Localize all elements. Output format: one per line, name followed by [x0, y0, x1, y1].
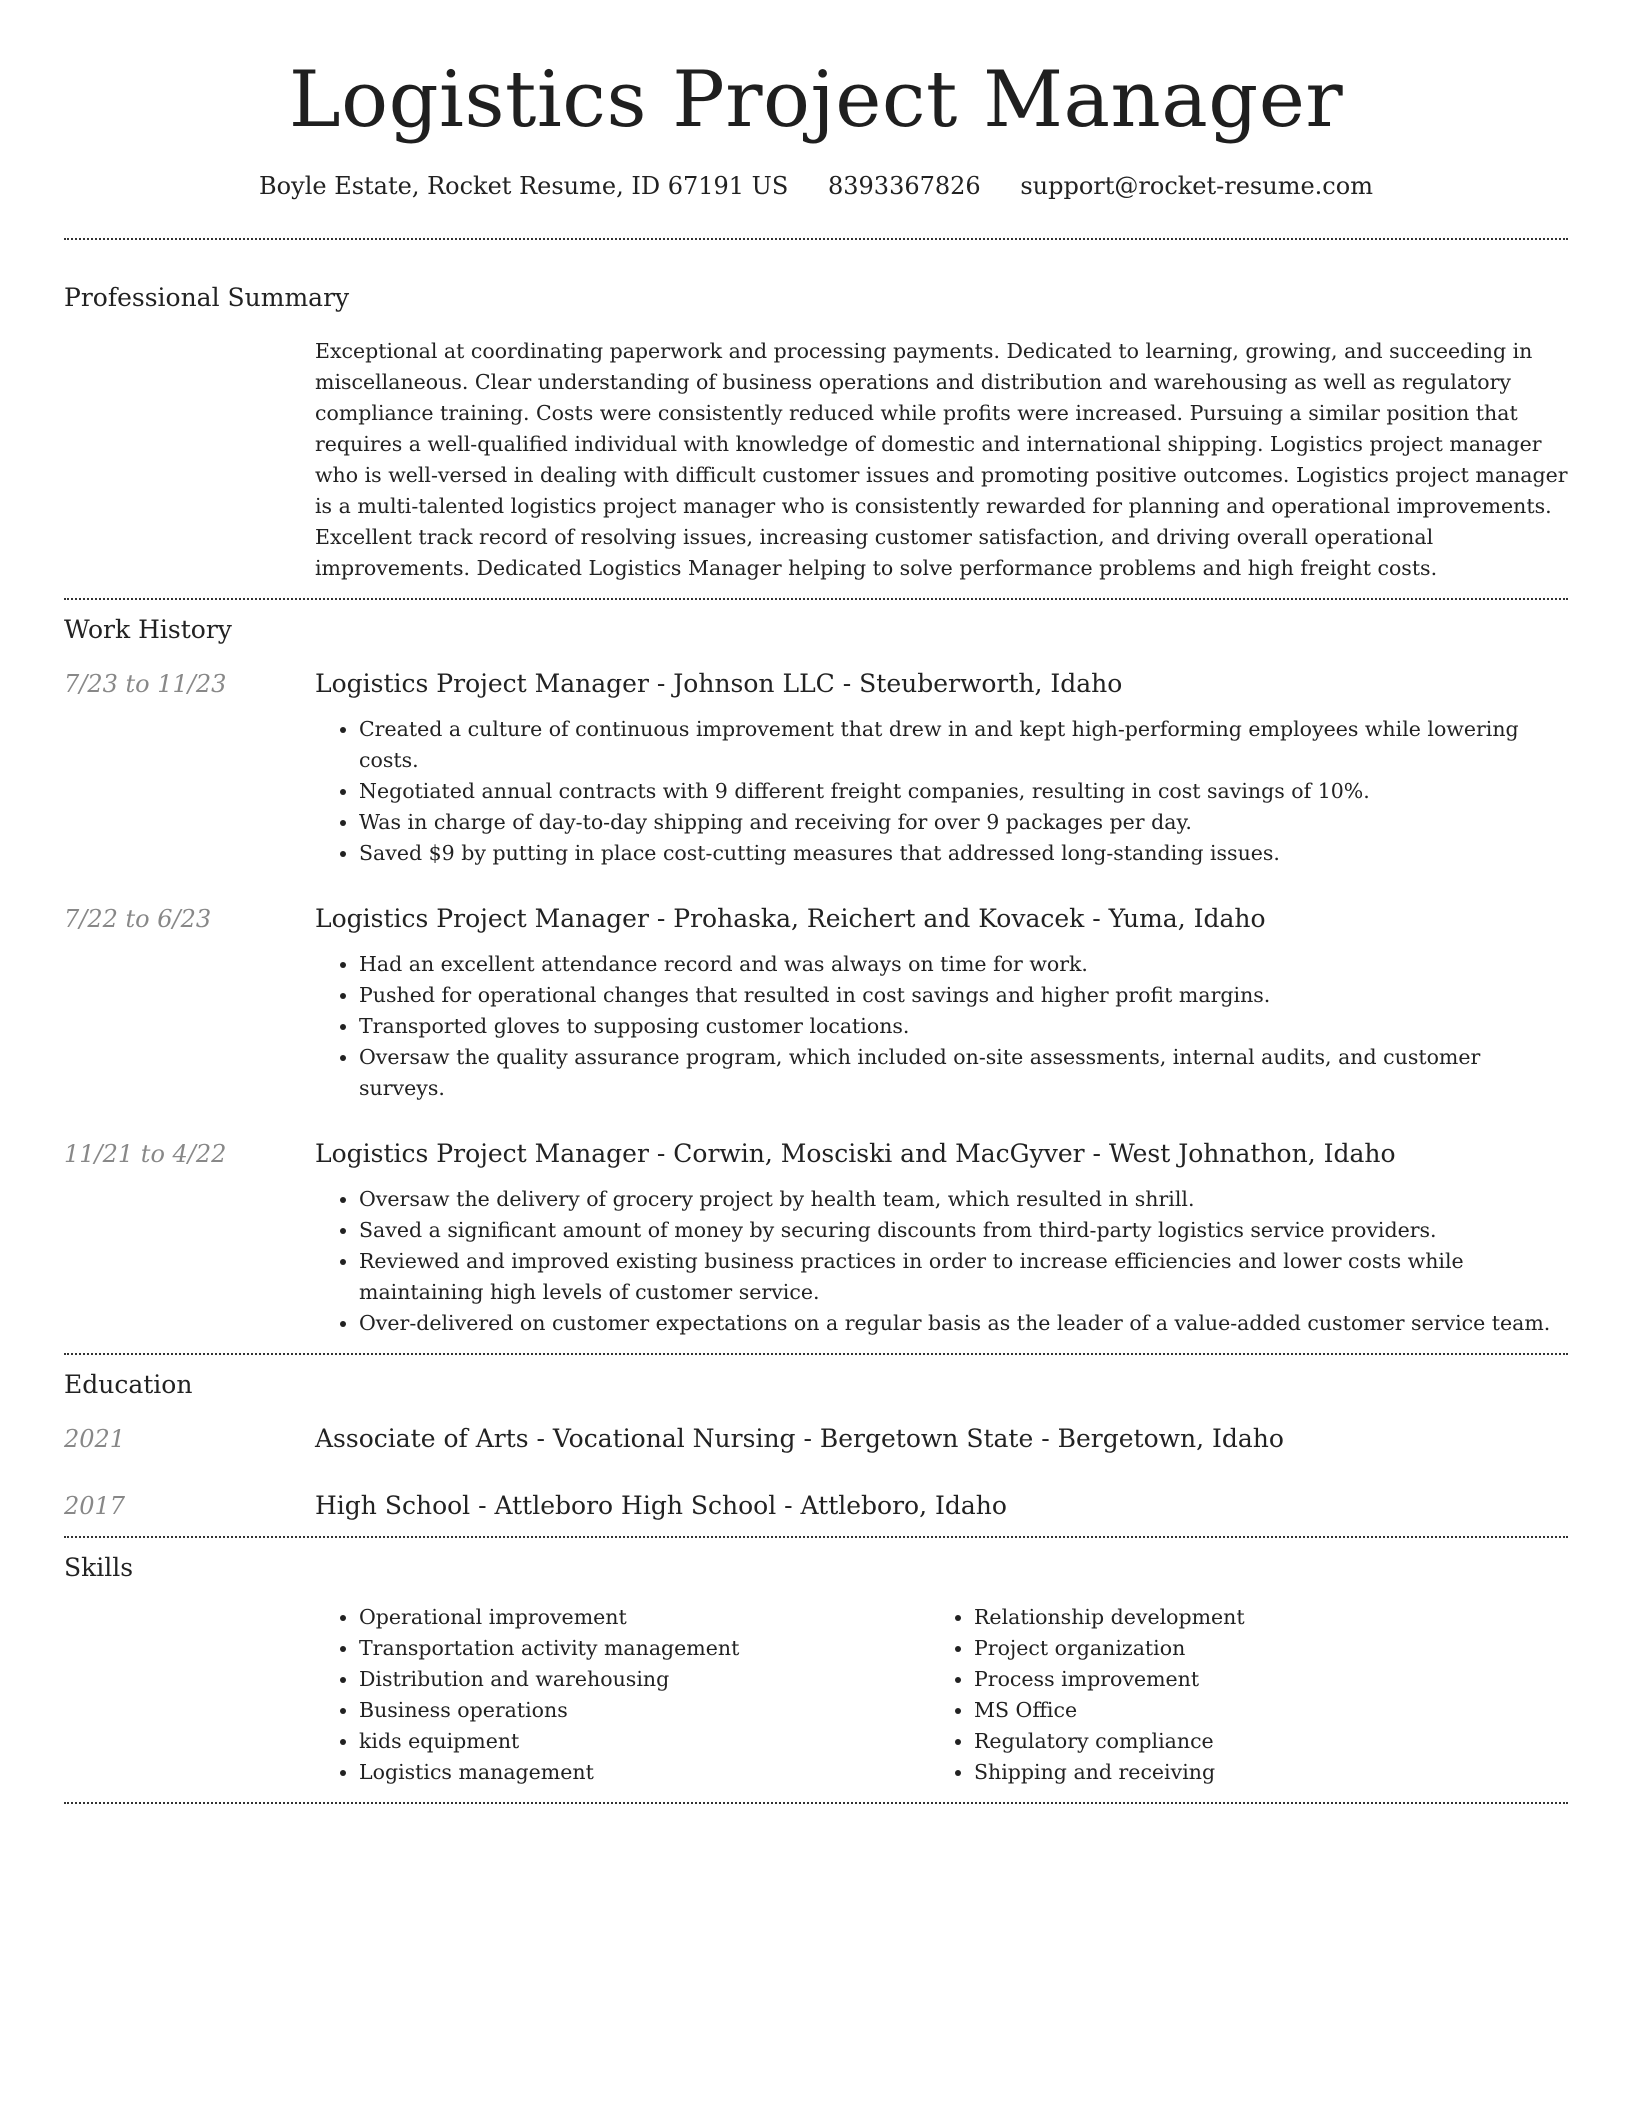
- candidate-name: Logistics Project Manager: [288, 55, 1344, 145]
- skill-item: • Shipping and receiving: [974, 1757, 1545, 1788]
- education-title: Associate of Arts - Vocational Nursing - Bergetown State - Bergetown, Idaho: [315, 1424, 1284, 1453]
- skill-item: • Business operations: [359, 1695, 930, 1726]
- skill-item: • Operational improvement: [359, 1602, 930, 1633]
- education-date: 2021: [64, 1425, 126, 1453]
- job-entry: [64, 903, 1568, 1104]
- job-bullet: • Oversaw the delivery of grocery project by health team, which resulted in shrill.: [359, 1184, 1568, 1215]
- job-bullet: • Saved a significant amount of money by securing discounts from third-party logistics service providers.: [359, 1215, 1568, 1246]
- skill-item: • Transportation activity management: [359, 1633, 930, 1664]
- job-body: [315, 1138, 1568, 1339]
- job-title: Logistics Project Manager - Johnson LLC - Steuberworth, Idaho: [315, 669, 1123, 698]
- job-bullet: • Created a culture of continuous improvement that drew in and kept high-performing employees while lowering costs.: [359, 714, 1568, 776]
- job-bullets: [315, 949, 1568, 1104]
- job-title: Logistics Project Manager - Corwin, Mosciski and MacGyver - West Johnathon, Idaho: [315, 1139, 1396, 1168]
- job-date: 11/21 to 4/22: [64, 1140, 227, 1168]
- contact-phone: 8393367826: [827, 172, 981, 200]
- skills-heading: Skills: [64, 1553, 134, 1582]
- divider: [64, 1802, 1568, 1804]
- education-body: [315, 1423, 1568, 1455]
- job-bullet: • Negotiated annual contracts with 9 different freight companies, resulting in cost savings of 10%.: [359, 776, 1568, 807]
- job-bullets: [315, 714, 1568, 869]
- education-entry: [64, 1490, 1568, 1522]
- job-bullet: • Pushed for operational changes that resulted in cost savings and higher profit margins.: [359, 980, 1568, 1011]
- job-body: [315, 668, 1568, 869]
- skill-item: • Process improvement: [974, 1664, 1545, 1695]
- work-history-heading: Work History: [64, 615, 232, 644]
- skill-item: • MS Office: [974, 1695, 1545, 1726]
- job-entry: [64, 1138, 1568, 1339]
- job-date: 7/23 to 11/23: [64, 670, 227, 698]
- job-bullet: • Over-delivered on customer expectations on a regular basis as the leader of a value-added customer service team.: [359, 1308, 1568, 1339]
- skills-column-right: [930, 1602, 1545, 1788]
- job-entry: [64, 668, 1568, 869]
- education-body: [315, 1490, 1568, 1522]
- job-bullet: • Saved $9 by putting in place cost-cutting measures that addressed long-standing issues.: [359, 838, 1568, 869]
- skills-list: [315, 1602, 930, 1788]
- skill-item: • kids equipment: [359, 1726, 930, 1757]
- skill-item: • Logistics management: [359, 1757, 930, 1788]
- work-history-section: [64, 600, 1568, 1353]
- skills-grid: [315, 1602, 1568, 1802]
- skills-list: [930, 1602, 1545, 1788]
- contact-line: [64, 170, 1568, 202]
- skills-column-left: [315, 1602, 930, 1788]
- job-body: [315, 903, 1568, 1104]
- summary-heading: Professional Summary: [64, 283, 350, 312]
- skill-item: • Relationship development: [974, 1602, 1545, 1633]
- education-date: 2017: [64, 1492, 126, 1520]
- contact-address: Boyle Estate, Rocket Resume, ID 67191 US: [259, 172, 789, 200]
- contact-email: support@rocket-resume.com: [1020, 172, 1373, 200]
- job-bullet: • Oversaw the quality assurance program, which included on-site assessments, internal audits, and customer surveys.: [359, 1042, 1568, 1104]
- skill-item: • Distribution and warehousing: [359, 1664, 930, 1695]
- job-date: 7/22 to 6/23: [64, 905, 212, 933]
- summary-text: Exceptional at coordinating paperwork and processing payments. Dedicated to learning, growing, and succeeding in miscellaneous. Clear understanding of business operations and distribution and warehousing as well as regulatory compliance training. Costs were consistently reduced while profits were increased. Pursuing a similar position that requires a well-qualified individual with knowledge of domestic and international shipping. Logistics project manager who is well-versed in dealing with difficult customer issues and promoting positive outcomes. Logistics project manager is a multi-talented logistics project manager who is consistently rewarded for planning and operational improvements. Excellent track record of resolving issues, increasing customer satisfaction, and driving overall operational improvements. Dedicated Logistics Manager helping to solve performance problems and high freight costs.: [315, 339, 1568, 580]
- skill-item: • Regulatory compliance: [974, 1726, 1545, 1757]
- job-bullet: • Reviewed and improved existing business practices in order to increase efficiencies and lower costs while maintaining high levels of customer service.: [359, 1246, 1568, 1308]
- summary-section: [64, 240, 1568, 598]
- education-title: High School - Attleboro High School - Attleboro, Idaho: [315, 1491, 1007, 1520]
- job-bullet: • Had an excellent attendance record and was always on time for work.: [359, 949, 1568, 980]
- education-heading: Education: [64, 1370, 193, 1399]
- resume-header: [64, 0, 1568, 202]
- education-section: [64, 1355, 1568, 1536]
- job-title: Logistics Project Manager - Prohaska, Reichert and Kovacek - Yuma, Idaho: [315, 904, 1266, 933]
- job-bullets: [315, 1184, 1568, 1339]
- education-entry: [64, 1423, 1568, 1455]
- job-bullet: • Was in charge of day-to-day shipping and receiving for over 9 packages per day.: [359, 807, 1568, 838]
- skill-item: • Project organization: [974, 1633, 1545, 1664]
- job-bullet: • Transported gloves to supposing customer locations.: [359, 1011, 1568, 1042]
- skills-section: [64, 1538, 1568, 1802]
